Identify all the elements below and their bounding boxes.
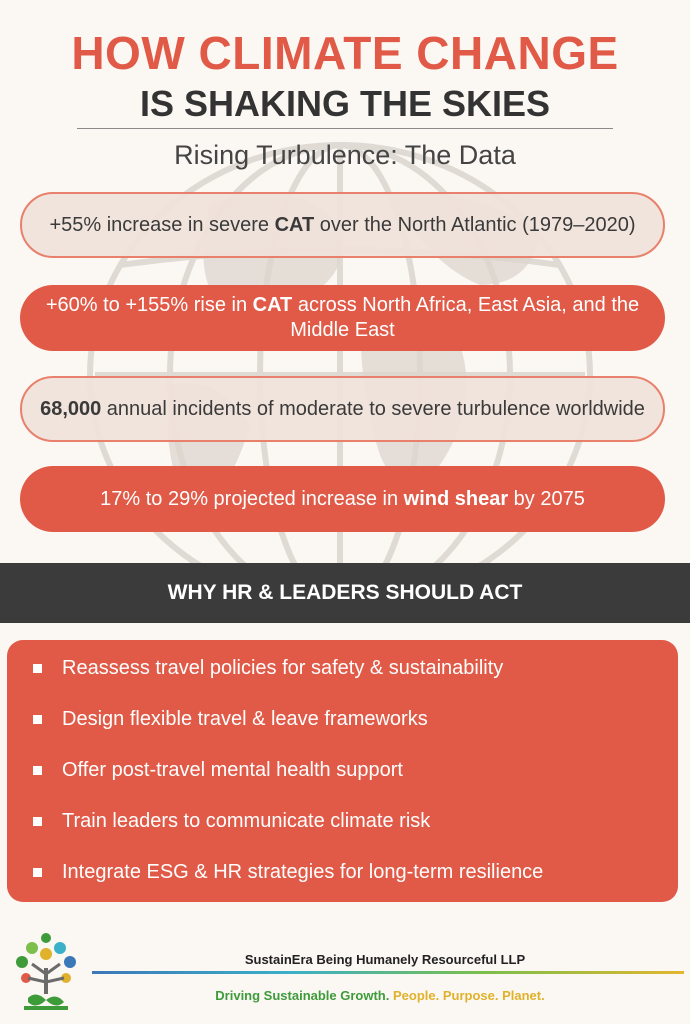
stat-text: +55% increase in severe CAT over the North Atlantic (1979–2020) — [49, 213, 636, 236]
title-divider — [77, 128, 613, 129]
list-item: Integrate ESG & HR strategies for long-term resilience — [33, 861, 543, 884]
stat-card-wind-shear — [20, 466, 665, 532]
list-item: Design flexible travel & leave frameworks — [33, 708, 428, 731]
stat-card-north-atlantic — [20, 192, 665, 258]
footer-divider — [92, 971, 684, 974]
stat-card-annual-incidents — [20, 376, 665, 442]
page-title-line2: IS SHAKING THE SKIES — [139, 83, 551, 124]
list-item: Offer post-travel mental health support — [33, 759, 403, 782]
tagline: Driving Sustainable Growth. People. Purpose. Planet. — [215, 988, 545, 1003]
section-banner: WHY HR & LEADERS SHOULD ACT — [0, 563, 690, 623]
section-subtitle: Rising Turbulence: The Data — [174, 140, 516, 170]
stat-card-global-cat — [20, 285, 665, 351]
action-list — [7, 640, 678, 902]
stat-text: 68,000 annual incidents of moderate to severe turbulence worldwide — [40, 397, 645, 420]
list-item: Train leaders to communicate climate risk — [33, 810, 430, 833]
square-bullet-icon — [33, 868, 42, 877]
tree-logo-icon — [6, 928, 86, 1022]
square-bullet-icon — [33, 817, 42, 826]
company-name: SustainEra Being Humanely Resourceful LLP — [244, 952, 526, 967]
square-bullet-icon — [33, 715, 42, 724]
square-bullet-icon — [33, 664, 42, 673]
page-title: HOW CLIMATE CHANGE — [71, 27, 619, 79]
stat-text: 17% to 29% projected increase in wind shear by 2075 — [100, 487, 585, 510]
square-bullet-icon — [33, 766, 42, 775]
list-item: Reassess travel policies for safety & sustainability — [33, 657, 503, 680]
stat-text: +60% to +155% rise in CAT across North Africa, East Asia, and the Middle East — [45, 294, 640, 341]
